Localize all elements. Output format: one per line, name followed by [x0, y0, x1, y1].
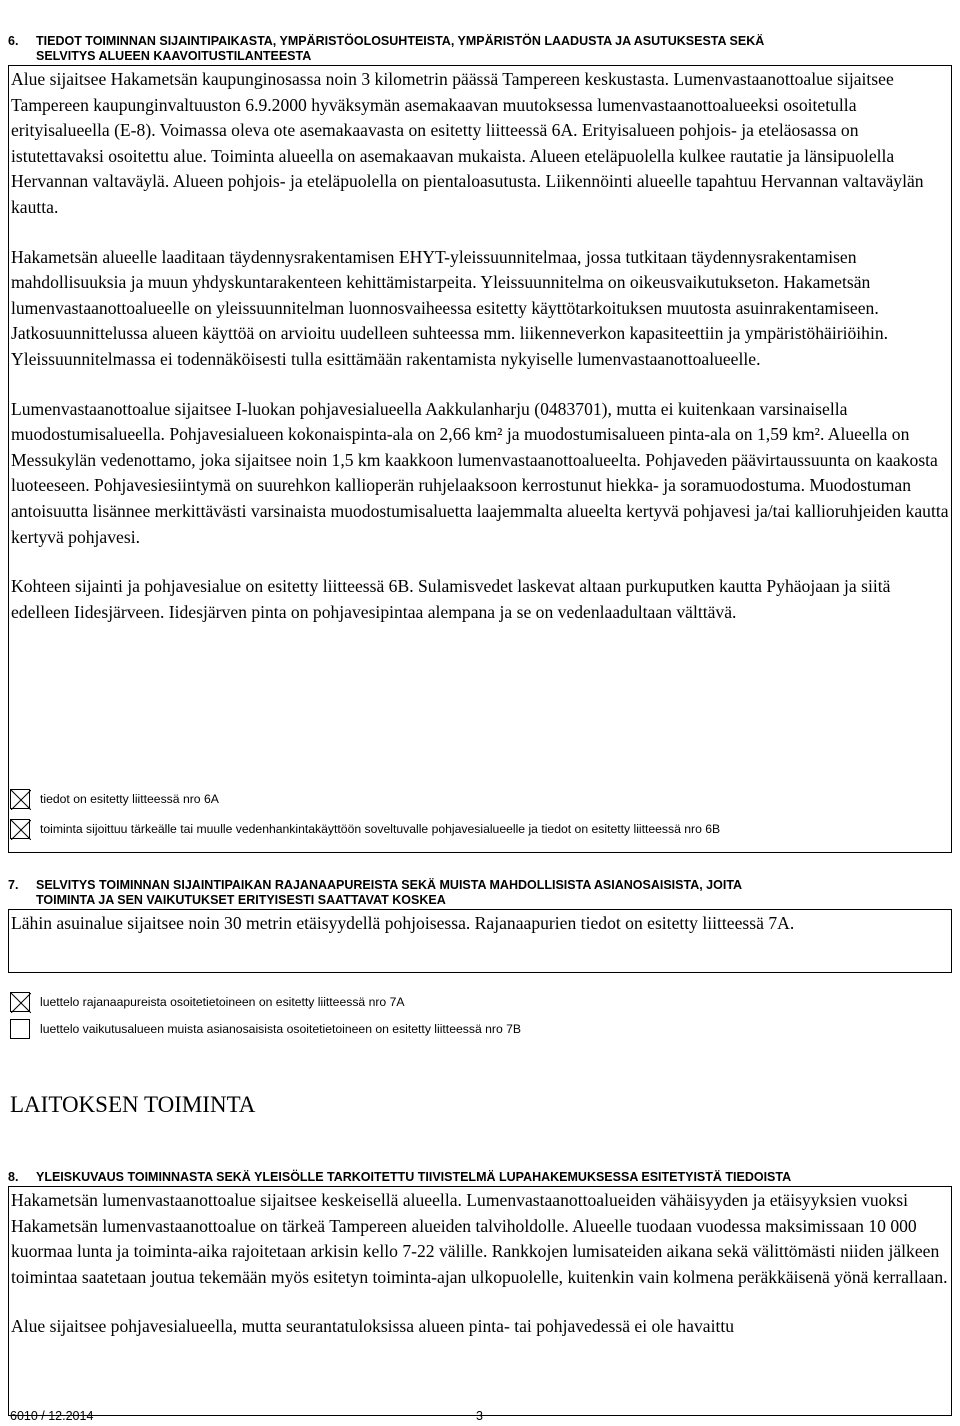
section-title-line2: SELVITYS ALUEEN KAAVOITUSTILANTEESTA — [36, 49, 312, 63]
checkbox-row-6a — [10, 789, 219, 809]
checkbox-label: luettelo vaikutusalueen muista asianosaisista osoitetietoineen on esitetty liitteessä nro 7B — [40, 1022, 522, 1036]
checkmark-x-icon — [11, 790, 31, 810]
checkbox-label: tiedot on esitetty liitteessä nro 6A — [40, 792, 219, 806]
section-6-text-box — [8, 65, 952, 853]
checkbox-7a[interactable] — [10, 992, 30, 1012]
section-number: 8. — [8, 1170, 19, 1184]
paragraph: Lumenvastaanottoalue sijaitsee I-luokan pohjavesialueella Aakkulanharju (0483701), mutta ei kuitenkaan varsinaisella muodostumisalueella. Pohjavesialueen kokonaispinta-ala on 2,66 km² ja muodostumisalueen pinta-ala on 1,59 km². Alueella on Messukylän vedenottamo, joka sijaitsee noin 1,5 km kaakkoon lumenvastaanottoalueelta. Pohjaveden päävirtaussuunta on kaakosta luoteeseen. Pohjavesiesiintymä on suurehkon kallioperän ruhjelaaksoon kerrostunut hiekka- ja soramuodostuma. Muodostuman antoisuutta lisännee merkittävästi varsinaista muodostumisaluetta laajemmalta alueelta kertyvä pohjavesi ja/tai kallioruhjeiden kautta kertyvä pohjavesi. — [11, 398, 949, 547]
section-8 — [8, 1170, 952, 1416]
checkbox-6a[interactable] — [10, 789, 30, 809]
checkbox-row-7a — [10, 992, 405, 1012]
checkbox-row-6b — [10, 819, 720, 839]
section-7 — [8, 878, 952, 973]
section-6 — [8, 34, 952, 853]
paragraph: Alue sijaitsee Hakametsän kaupunginosassa noin 3 kilometrin päässä Tampereen keskustasta. Lumenvastaanottoalue sijaitsee Tampereen kaupunginvaltuuston 6.9.2000 hyväksymän asemakaavan muutoksessa lumenvastaanottoalueeksi osoitetulla erityisalueella (E-8). Voimassa oleva ote asemakaavasta on esitetty liitteessä 6A. Erityisalueen pohjois- ja eteläosassa on istutettavaksi osoitettu alue. Toiminta alueella on asemakaavan mukaista. Alueen eteläpuolella kulkee rautatie ja länsipuolella Hervannan valtaväylä. Alueen pohjois- ja eteläpuolella on pientaloasutusta. Liikennöinti alueelle tapahtuu Hervannan valtaväylän kautta. — [11, 69, 924, 217]
checkbox-label: luettelo rajanaapureista osoitetietoineen on esitetty liitteessä nro 7A — [40, 995, 405, 1009]
paragraph: Hakametsän alueelle laaditaan täydennysrakentamisen EHYT-yleissuunnitelmaa, jossa tutkitaan täydennysrakentamisen mahdollisuuksia ja muun yhdyskuntarakenteen kehittämistarpeita. Yleissuunnitelma on oikeusvaikutukseton. Hakametsän lumenvastaanottoalueelle on yleissuunnitelman luonnosvaiheessa esitetty käyttötarkoituksen muutosta asuinrakentamiseen. Jatkosuunnittelussa alueen käyttöä on arvioitu uudelleen suhteessa mm. liikenneverkon kapasiteettiin ja ympäristöhäiriöihin. Yleissuunnitelmassa ei todennäköisesti tulla esittämään rakentamista nykyiselle lumenvastaanottoalueelle. — [11, 246, 889, 369]
section-title-line1: TIEDOT TOIMINNAN SIJAINTIPAIKASTA, YMPÄRISTÖOLOSUHTEISTA, YMPÄRISTÖN LAADUSTA JA ASUTUKSESTA SEKÄ — [36, 34, 765, 48]
checkmark-x-icon — [11, 993, 31, 1013]
section-6-heading — [8, 34, 952, 64]
section-7-heading — [8, 878, 952, 908]
paragraph: Kohteen sijainti ja pohjavesialue on esitetty liitteessä 6B. Sulamisvedet laskevat altaan purkuputken kautta Pyhäojaan ja siitä edelleen Iidesjärveen. Iidesjärven pinta on pohjavesipintaa alempana ja se on vedenlaadultaan välttävä. — [11, 576, 891, 622]
section-title-line1: SELVITYS TOIMINNAN SIJAINTIPAIKAN RAJANAAPUREISTA SEKÄ MUISTA MAHDOLLISISTA ASIANOSAISISTA, JOITA — [36, 878, 743, 892]
page-number: 3 — [476, 1409, 483, 1423]
section-number: 6. — [8, 34, 19, 48]
section-title: YLEISKUVAUS TOIMINNASTA SEKÄ YLEISÖLLE TARKOITETTU TIIVISTELMÄ LUPAHAKEMUKSESSA ESITETYISTÄ TIEDOISTA — [36, 1170, 792, 1184]
section-title-line2: TOIMINTA JA SEN VAIKUTUKSET ERITYISESTI SAATTAVAT KOSKEA — [36, 893, 446, 907]
main-heading: LAITOKSEN TOIMINTA — [10, 1092, 256, 1117]
paragraph: Hakametsän lumenvastaanottoalue sijaitsee keskeisellä alueella. Lumenvastaanottoalueiden vähäisyyden ja etäisyyksien vuoksi Hakametsän lumenvastaanottoalue on tärkeä Tampereen alueiden talviholdolle. Alueelle tuodaan vuodessa maksimissaan 10 000 kuormaa lunta ja toiminta-aika rajoitetaan arkisin kello 7-22 välille. Rankkojen lumisateiden aikana sekä välittömästi niiden jälkeen toimintaa saatetaan joutua tekemään myös esitetyn toiminta-ajan ulkopuolelle, kuitenkin vain kolmena peräkkäisenä yönä kerrallaan. — [11, 1190, 948, 1287]
section-number: 7. — [8, 878, 19, 892]
checkmark-x-icon — [11, 820, 31, 840]
form-code: 6010 / 12.2014 — [10, 1409, 94, 1423]
section-8-text-box — [8, 1186, 952, 1416]
paragraph: Alue sijaitsee pohjavesialueella, mutta seurantatuloksissa alueen pinta- tai pohjavedessä ei ole havaittu — [11, 1316, 735, 1337]
paragraph: Lähin asuinalue sijaitsee noin 30 metrin etäisyydellä pohjoisessa. Rajanaapurien tiedot on esitetty liitteessä 7A. — [11, 913, 795, 933]
checkbox-6b[interactable] — [10, 819, 30, 839]
checkbox-label: toiminta sijoittuu tärkeälle tai muulle vedenhankintakäyttöön soveltuvalle pohjavesialueelle ja tiedot on esitetty liitteessä nro 6B — [40, 822, 721, 836]
section-7-text-box — [8, 909, 952, 973]
checkbox-7b[interactable] — [10, 1019, 30, 1039]
checkbox-row-7b — [10, 1019, 521, 1039]
section-8-heading — [8, 1170, 952, 1185]
